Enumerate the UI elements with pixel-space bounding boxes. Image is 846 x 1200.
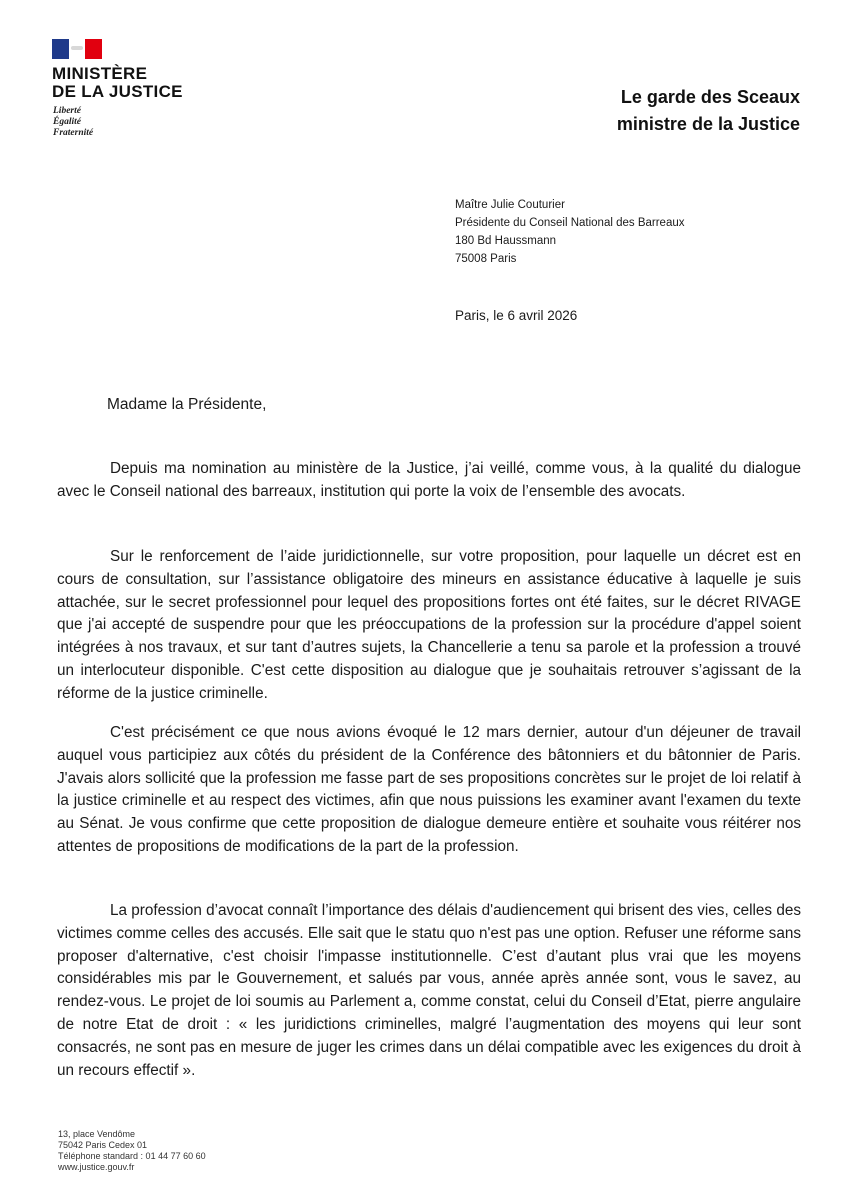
ministry-name-line1: MINISTÈRE bbox=[52, 64, 148, 83]
footer-phone: Téléphone standard : 01 44 77 60 60 bbox=[58, 1151, 206, 1161]
recipient-address bbox=[455, 196, 685, 268]
paragraph-text: Sur le renforcement de l’aide juridictionnelle, sur votre proposition, pour laquelle un décret est en cours de consultation, sur l’assistance obligatoire des mineurs en assistance éducative à laquelle je suis attachée, sur le secret professionnel pour lequel des propositions fortes ont été faites, sur le décret RIVAGE que j'ai accepté de suspendre pour que les préoccupations de la profession sur la procédure d'appel soient intégrées à nos travaux, et sur tant d’autres sujets, la Chancellerie a tenu sa parole et la profession a trouvé un interlocuteur disponible. C'est cette disposition au dialogue que je souhaitais retrouver s’agissant de la réforme de la justice criminelle. bbox=[57, 548, 801, 702]
paragraph-text: C'est précisément ce que nous avions évoqué le 12 mars dernier, autour d'un déjeuner de travail auquel vous participiez aux côtés du président de la Conférence des bâtonniers et du bâtonnier de Paris. J'avais alors sollicité que la profession me fasse part de ses propositions concrètes sur le projet de loi relatif à la justice criminelle et au respect des victimes, afin que nous puissions les examiner avant l'examen du texte au Sénat. Je vous confirme que cette proposition de dialogue demeure entière et souhaite vous réitérer nos attentes de propositions de modifications de la part de la profession. bbox=[57, 724, 801, 855]
ministry-name bbox=[52, 65, 212, 101]
footer-address-line2: 75042 Paris Cedex 01 bbox=[58, 1140, 148, 1150]
marianne-flag-icon bbox=[52, 39, 102, 59]
paragraph-text: Depuis ma nomination au ministère de la Justice, j’ai veillé, comme vous, à la qualité du dialogue avec le Conseil national des barreaux, institution qui porte la voix de l’ensemble des avocats. bbox=[57, 460, 801, 500]
footer-address bbox=[58, 1129, 206, 1173]
paragraph-text: La profession d’avocat connaît l’importance des délais d'audiencement qui brisent des vies, celles des victimes comme celles des accusés. Elle sait que le statu quo n'est pas une option. Refuser une réforme sans proposer d'alternative, c'est choisir l'impasse institutionnelle. C’est d’autant plus vrai que les moyens considérables mis par le Gouvernement, et salués par vous, année après année sont, vous le savez, au rendez-vous. Le projet de loi soumis au Parlement a, comme constat, celui du Conseil d’Etat, pierre angulaire de notre Etat de droit : « les juridictions criminelles, malgré l’augmentation des moyens qui leur sont consacrés, ne sont pas en mesure de juger les crimes dans un délai compatible avec les exigences du droit à un recours effectif ». bbox=[57, 902, 801, 1079]
sender-title-line2: ministre de la Justice bbox=[616, 114, 800, 134]
footer-address-line1: 13, place Vendôme bbox=[58, 1129, 136, 1139]
body-paragraph bbox=[57, 722, 801, 859]
body-paragraph bbox=[57, 458, 801, 504]
motto-liberte: Liberté bbox=[53, 106, 81, 116]
recipient-role: Présidente du Conseil National des Barreaux bbox=[455, 217, 685, 229]
salutation: Madame la Présidente, bbox=[107, 396, 267, 413]
recipient-name: Maître Julie Couturier bbox=[455, 199, 565, 211]
recipient-street: 180 Bd Haussmann bbox=[455, 235, 557, 247]
republic-motto bbox=[53, 106, 93, 139]
recipient-city: 75008 Paris bbox=[455, 253, 517, 265]
letter-date: Paris, le 6 avril 2026 bbox=[455, 308, 578, 323]
motto-fraternite: Fraternité bbox=[53, 128, 94, 138]
footer-website: www.justice.gouv.fr bbox=[58, 1162, 135, 1172]
body-paragraph bbox=[57, 546, 801, 706]
ministry-name-line2: DE LA JUSTICE bbox=[52, 82, 183, 101]
ministry-logo bbox=[52, 39, 183, 138]
sender-title-line1: Le garde des Sceaux bbox=[620, 87, 800, 107]
sender-title bbox=[617, 84, 800, 138]
body-paragraph bbox=[57, 900, 801, 1082]
motto-egalite: Égalité bbox=[53, 117, 81, 127]
